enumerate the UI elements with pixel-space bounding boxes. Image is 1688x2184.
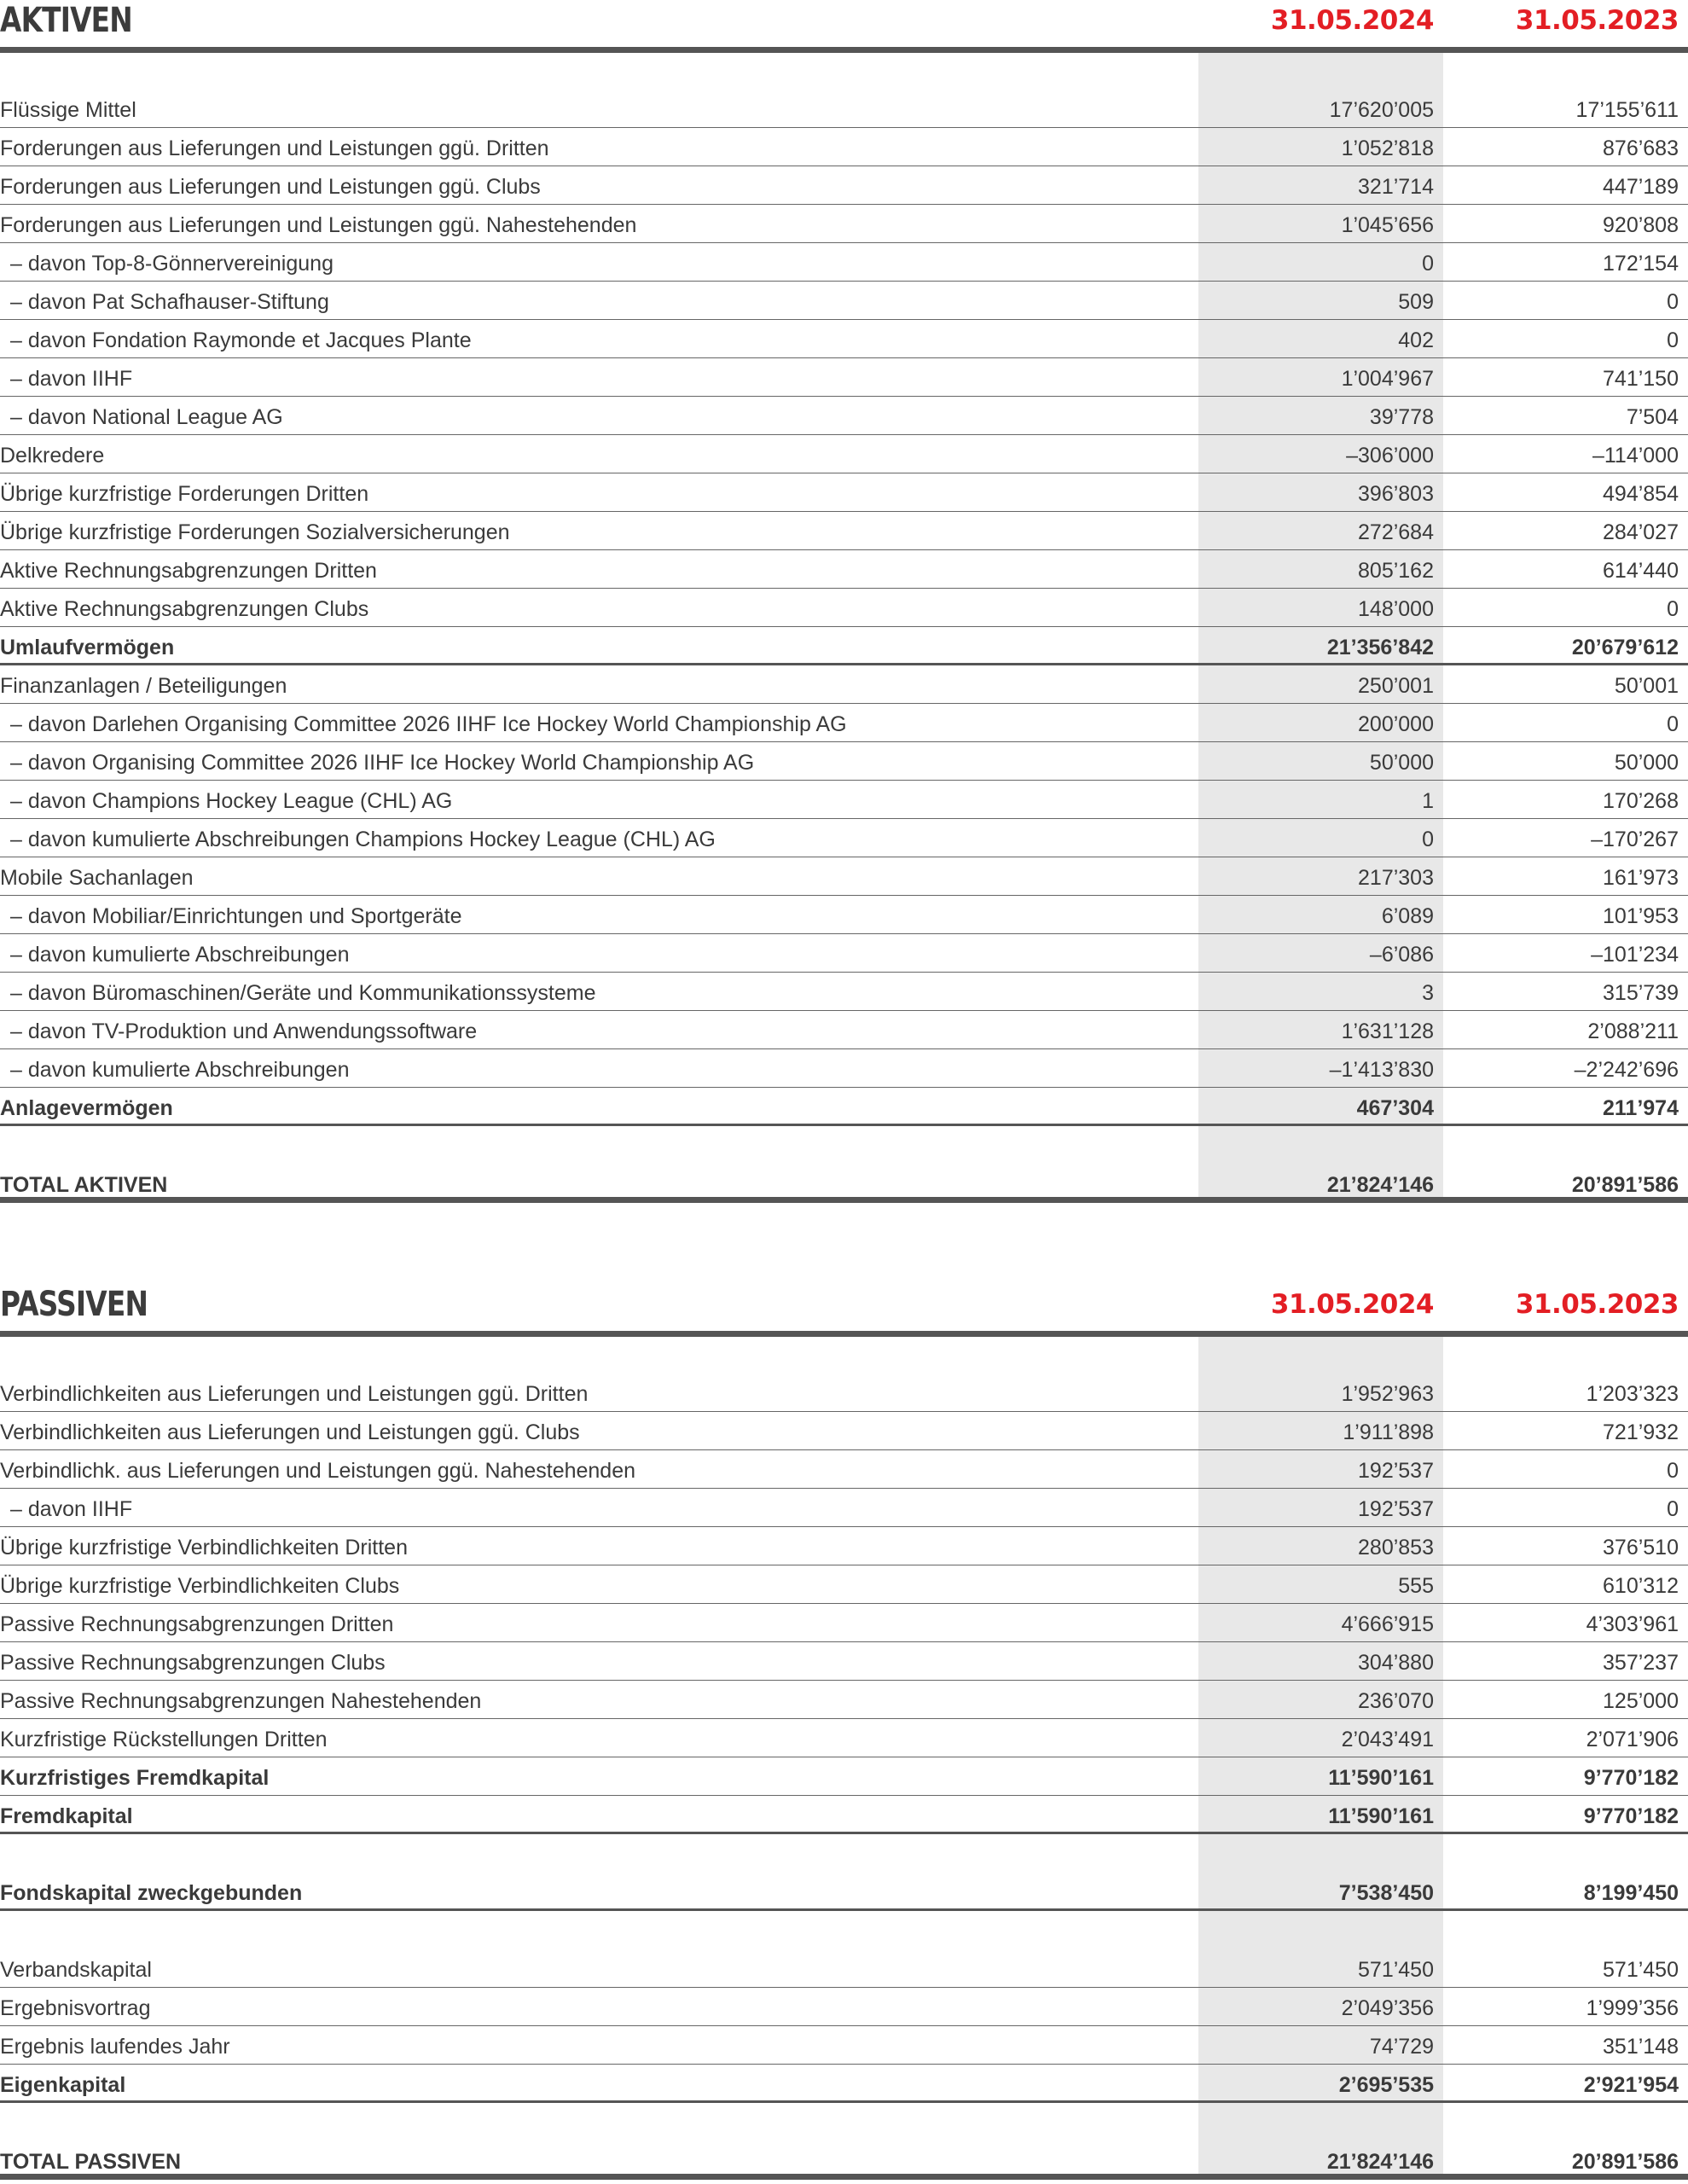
value-2024: 1’952’963 [1341,1382,1434,1406]
value-2023: 170’268 [1603,789,1679,813]
value-2023: 50’001 [1614,674,1679,698]
table-row-davon-fondation-raymonde-et-jacques-plante [0,320,1688,358]
table-row-davon-büromaschinen-geräte-und-kommunikationssysteme [0,973,1688,1011]
row-label: Kurzfristige Rückstellungen Dritten [0,1728,328,1751]
table-row-davon-darlehen-organising-committee-2026-iihf-ice-hockey-wor [0,704,1688,742]
value-2024: 21’824’146 [1326,1173,1434,1197]
value-2024: 217’303 [1358,866,1434,890]
value-2023: 211’974 [1603,1096,1679,1120]
value-2023: 9’770’182 [1583,1804,1679,1828]
row-label: Mobile Sachanlagen [0,866,194,890]
row-label: Forderungen aus Lieferungen und Leistungen ggü. Nahestehenden [0,213,637,237]
value-2024: –1’413’830 [1329,1058,1434,1082]
table-row-total-passiven [0,2141,1688,2180]
table-row-verbindlichkeiten-aus-lieferungen-und-leistungen-ggü-clubs [0,1412,1688,1450]
value-2024: 467’304 [1356,1096,1434,1120]
table-row-verbindlichk-aus-lieferungen-und-leistungen-ggü-nahestehende [0,1450,1688,1489]
value-2024: 4’666’915 [1341,1612,1434,1636]
value-2023: 494’854 [1603,482,1679,506]
value-2023: 50’000 [1614,751,1679,775]
value-2023: 4’303’961 [1586,1612,1679,1636]
value-2023: 920’808 [1603,213,1679,237]
table-row-aktive-rechnungsabgrenzungen-clubs [0,589,1688,627]
table-row-fondskapital-zweckgebunden [0,1873,1688,1911]
passiven-col-2023-header: 31.05.2023 [1515,1289,1679,1320]
value-2023: 2’921’954 [1583,2073,1679,2097]
row-label: Ergebnis laufendes Jahr [0,2035,230,2059]
table-row-davon-iihf [0,1489,1688,1527]
spacer-row [0,1126,1688,1165]
value-2024: 39’778 [1369,405,1434,429]
value-2024: 321’714 [1358,175,1434,199]
table-row-davon-national-league-ag [0,397,1688,435]
value-2024: 1’631’128 [1341,1019,1434,1043]
row-label: Fondskapital zweckgebunden [0,1881,303,1905]
row-label: Übrige kurzfristige Verbindlichkeiten Clubs [0,1574,400,1598]
row-label: Eigenkapital [0,2073,126,2097]
row-label: – davon kumulierte Abschreibungen Champions Hockey League (CHL) AG [10,828,716,851]
value-2023: 0 [1667,1497,1679,1521]
value-2023: 20’891’586 [1571,2150,1679,2174]
value-2024: 396’803 [1358,482,1434,506]
value-2024: –306’000 [1346,444,1434,468]
value-2024: 21’356’842 [1326,636,1434,659]
row-label: – davon Büromaschinen/Geräte und Kommunikationssysteme [10,981,596,1005]
table-row-forderungen-aus-lieferungen-und-leistungen-ggü-dritten [0,128,1688,166]
row-label: – davon Fondation Raymonde et Jacques Plante [10,328,472,352]
value-2024: 555 [1398,1574,1434,1598]
value-2023: –2’242’696 [1574,1058,1679,1082]
value-2024: 192’537 [1358,1497,1434,1521]
value-2023: 161’973 [1603,866,1679,890]
value-2023: 0 [1667,1459,1679,1483]
row-label: Fremdkapital [0,1804,133,1828]
table-row-passive-rechnungsabgrenzungen-nahestehenden [0,1681,1688,1719]
passiven-section [0,1284,1688,2184]
spacer-row [0,2103,1688,2141]
value-2023: 741’150 [1603,367,1679,391]
row-label: Verbandskapital [0,1958,152,1982]
value-2023: 20’679’612 [1571,636,1679,659]
table-row-forderungen-aus-lieferungen-und-leistungen-ggü-nahestehenden [0,205,1688,243]
row-label: Finanzanlagen / Beteiligungen [0,674,287,698]
row-label: Kurzfristiges Fremdkapital [0,1766,270,1790]
spacer-row [0,1337,1688,1374]
row-label: Übrige kurzfristige Verbindlichkeiten Dritten [0,1536,408,1560]
row-label: Passive Rechnungsabgrenzungen Dritten [0,1612,394,1636]
row-label: Passive Rechnungsabgrenzungen Clubs [0,1651,386,1675]
table-row-finanzanlagen-beteiligungen [0,665,1688,704]
row-label: – davon Pat Schafhauser-Stiftung [10,290,329,314]
value-2023: 20’891’586 [1571,1173,1679,1197]
row-label: Flüssige Mittel [0,98,136,122]
value-2024: 74’729 [1369,2035,1434,2059]
value-2023: 101’953 [1603,904,1679,928]
value-2024: 11’590’161 [1328,1766,1434,1790]
value-2023: –114’000 [1592,444,1679,468]
row-label: Anlagevermögen [0,1096,173,1120]
row-label: Aktive Rechnungsabgrenzungen Dritten [0,559,377,583]
table-row-kurzfristiges-fremdkapital [0,1757,1688,1796]
value-2023: –101’234 [1591,943,1679,967]
value-2023: 1’999’356 [1586,1996,1679,2020]
table-row-passive-rechnungsabgrenzungen-clubs [0,1642,1688,1681]
value-2024: 280’853 [1358,1536,1434,1560]
value-2024: 272’684 [1358,520,1434,544]
table-row-aktive-rechnungsabgrenzungen-dritten [0,550,1688,589]
table-row-davon-kumulierte-abschreibungen-champions-hockey-league-chl- [0,819,1688,857]
table-row-forderungen-aus-lieferungen-und-leistungen-ggü-clubs [0,166,1688,205]
value-2023: 614’440 [1603,559,1679,583]
row-label: Passive Rechnungsabgrenzungen Nahestehenden [0,1689,482,1713]
spacer-row [0,53,1688,90]
value-2024: 0 [1422,828,1434,851]
value-2023: 571’450 [1603,1958,1679,1982]
aktiven-table [0,53,1688,1203]
row-label: Ergebnisvortrag [0,1996,151,2020]
table-row-mobile-sachanlagen [0,857,1688,896]
row-label: – davon Top-8-Gönnervereinigung [10,252,334,276]
table-row-fremdkapital [0,1796,1688,1834]
table-row-davon-mobiliar-einrichtungen-und-sportgeräte [0,896,1688,934]
spacer-row [0,1834,1688,1873]
table-row-delkredere [0,435,1688,473]
value-2024: 148’000 [1358,597,1434,621]
value-2024: 1’052’818 [1341,136,1434,160]
table-row-übrige-kurzfristige-verbindlichkeiten-clubs [0,1565,1688,1604]
table-row-davon-organising-committee-2026-iihf-ice-hockey-world-champi [0,742,1688,781]
table-row-davon-pat-schafhauser-stiftung [0,282,1688,320]
value-2024: 1’911’898 [1343,1420,1434,1444]
row-label: – davon Organising Committee 2026 IIHF Ice Hockey World Championship AG [10,751,755,775]
aktiven-col-2023-header: 31.05.2023 [1515,5,1679,36]
value-2023: 721’932 [1603,1420,1679,1444]
table-row-kurzfristige-rückstellungen-dritten [0,1719,1688,1757]
value-2024: 21’824’146 [1326,2150,1434,2174]
value-2024: 2’695’535 [1338,2073,1434,2097]
value-2023: 0 [1667,290,1679,314]
aktiven-header-rule [0,47,1688,53]
value-2023: 17’155’611 [1575,98,1679,122]
value-2023: 7’504 [1626,405,1679,429]
row-label: – davon Darlehen Organising Committee 2026 IIHF Ice Hockey World Championship AG [10,712,847,736]
value-2023: 172’154 [1603,252,1679,276]
value-2023: 357’237 [1603,1651,1679,1675]
row-label: Forderungen aus Lieferungen und Leistungen ggü. Clubs [0,175,541,199]
value-2024: –6’086 [1369,943,1434,967]
row-label: – davon IIHF [10,367,133,391]
value-2023: 2’071’906 [1586,1728,1679,1751]
row-label: – davon kumulierte Abschreibungen [10,943,350,967]
row-label: Verbindlichk. aus Lieferungen und Leistungen ggü. Nahestehenden [0,1459,636,1483]
value-2024: 2’049’356 [1341,1996,1434,2020]
table-row-davon-iihf [0,358,1688,397]
table-row-übrige-kurzfristige-forderungen-dritten [0,473,1688,512]
value-2024: 805’162 [1358,559,1434,583]
value-2023: 876’683 [1603,136,1679,160]
table-row-ergebnisvortrag [0,1988,1688,2026]
row-label: TOTAL PASSIVEN [0,2150,182,2174]
row-label: Forderungen aus Lieferungen und Leistungen ggü. Dritten [0,136,549,160]
value-2023: 351’148 [1603,2035,1679,2059]
value-2024: 1’045’656 [1341,213,1434,237]
value-2023: 9’770’182 [1583,1766,1679,1790]
value-2023: 376’510 [1603,1536,1679,1560]
value-2023: 315’739 [1603,981,1679,1005]
passiven-header-rule [0,1331,1688,1337]
row-label: – davon Champions Hockey League (CHL) AG [10,789,453,813]
value-2023: 8’199’450 [1583,1881,1679,1905]
table-row-übrige-kurzfristige-forderungen-sozialversicherungen [0,512,1688,550]
value-2023: 125’000 [1603,1689,1679,1713]
value-2024: 7’538’450 [1338,1881,1434,1905]
row-label: – davon Mobiliar/Einrichtungen und Sportgeräte [10,904,462,928]
row-label: – davon National League AG [10,405,283,429]
value-2024: 11’590’161 [1328,1804,1434,1828]
passiven-table [0,1337,1688,2180]
table-row-davon-kumulierte-abschreibungen [0,934,1688,973]
value-2024: 6’089 [1381,904,1434,928]
value-2023: 610’312 [1603,1574,1679,1598]
row-label: – davon kumulierte Abschreibungen [10,1058,350,1082]
row-label: Umlaufvermögen [0,636,175,659]
value-2024: 236’070 [1358,1689,1434,1713]
value-2024: 1’004’967 [1341,367,1434,391]
table-row-davon-top-8-gönnervereinigung [0,243,1688,282]
row-label: Übrige kurzfristige Forderungen Sozialversicherungen [0,520,510,544]
passiven-col-2024-header: 31.05.2024 [1270,1289,1434,1320]
value-2023: 2’088’211 [1587,1019,1679,1043]
aktiven-header [0,0,1688,51]
row-label: Übrige kurzfristige Forderungen Dritten [0,482,369,506]
value-2024: 3 [1422,981,1434,1005]
table-row-total-aktiven [0,1165,1688,1203]
table-row-anlagevermögen [0,1088,1688,1126]
value-2023: 0 [1667,328,1679,352]
value-2024: 0 [1422,252,1434,276]
row-label: – davon TV-Produktion und Anwendungssoftware [10,1019,478,1043]
value-2024: 250’001 [1358,674,1434,698]
row-label: Aktive Rechnungsabgrenzungen Clubs [0,597,369,621]
value-2023: 284’027 [1603,520,1679,544]
table-row-davon-champions-hockey-league-chl-ag [0,781,1688,819]
value-2023: 1’203’323 [1586,1382,1679,1406]
value-2024: 304’880 [1358,1651,1434,1675]
value-2024: 509 [1398,290,1434,314]
value-2024: 571’450 [1358,1958,1434,1982]
table-row-ergebnis-laufendes-jahr [0,2026,1688,2065]
table-row-passive-rechnungsabgrenzungen-dritten [0,1604,1688,1642]
table-row-davon-kumulierte-abschreibungen [0,1049,1688,1088]
row-label: – davon IIHF [10,1497,133,1521]
row-label: Verbindlichkeiten aus Lieferungen und Leistungen ggü. Clubs [0,1420,580,1444]
value-2024: 200’000 [1358,712,1434,736]
aktiven-title: AKTIVEN [0,1,132,40]
row-label: Verbindlichkeiten aus Lieferungen und Leistungen ggü. Dritten [0,1382,589,1406]
value-2024: 17’620’005 [1329,98,1434,122]
value-2024: 1 [1422,789,1434,813]
table-row-davon-tv-produktion-und-anwendungssoftware [0,1011,1688,1049]
table-row-flüssige-mittel [0,90,1688,128]
value-2023: 0 [1667,597,1679,621]
row-label: Delkredere [0,444,105,468]
value-2023: 0 [1667,712,1679,736]
passiven-title: PASSIVEN [0,1285,148,1324]
value-2024: 50’000 [1369,751,1434,775]
table-row-eigenkapital [0,2065,1688,2103]
table-row-umlaufvermögen [0,627,1688,665]
spacer-row [0,1911,1688,1949]
value-2023: –170’267 [1591,828,1679,851]
value-2024: 2’043’491 [1341,1728,1434,1751]
value-2024: 402 [1398,328,1434,352]
table-row-übrige-kurzfristige-verbindlichkeiten-dritten [0,1527,1688,1565]
table-row-verbandskapital [0,1949,1688,1988]
table-row-verbindlichkeiten-aus-lieferungen-und-leistungen-ggü-dritten [0,1374,1688,1412]
aktiven-col-2024-header: 31.05.2024 [1270,5,1434,36]
passiven-header [0,1284,1688,1335]
value-2023: 447’189 [1603,175,1679,199]
row-label: TOTAL AKTIVEN [0,1173,168,1197]
value-2024: 192’537 [1358,1459,1434,1483]
